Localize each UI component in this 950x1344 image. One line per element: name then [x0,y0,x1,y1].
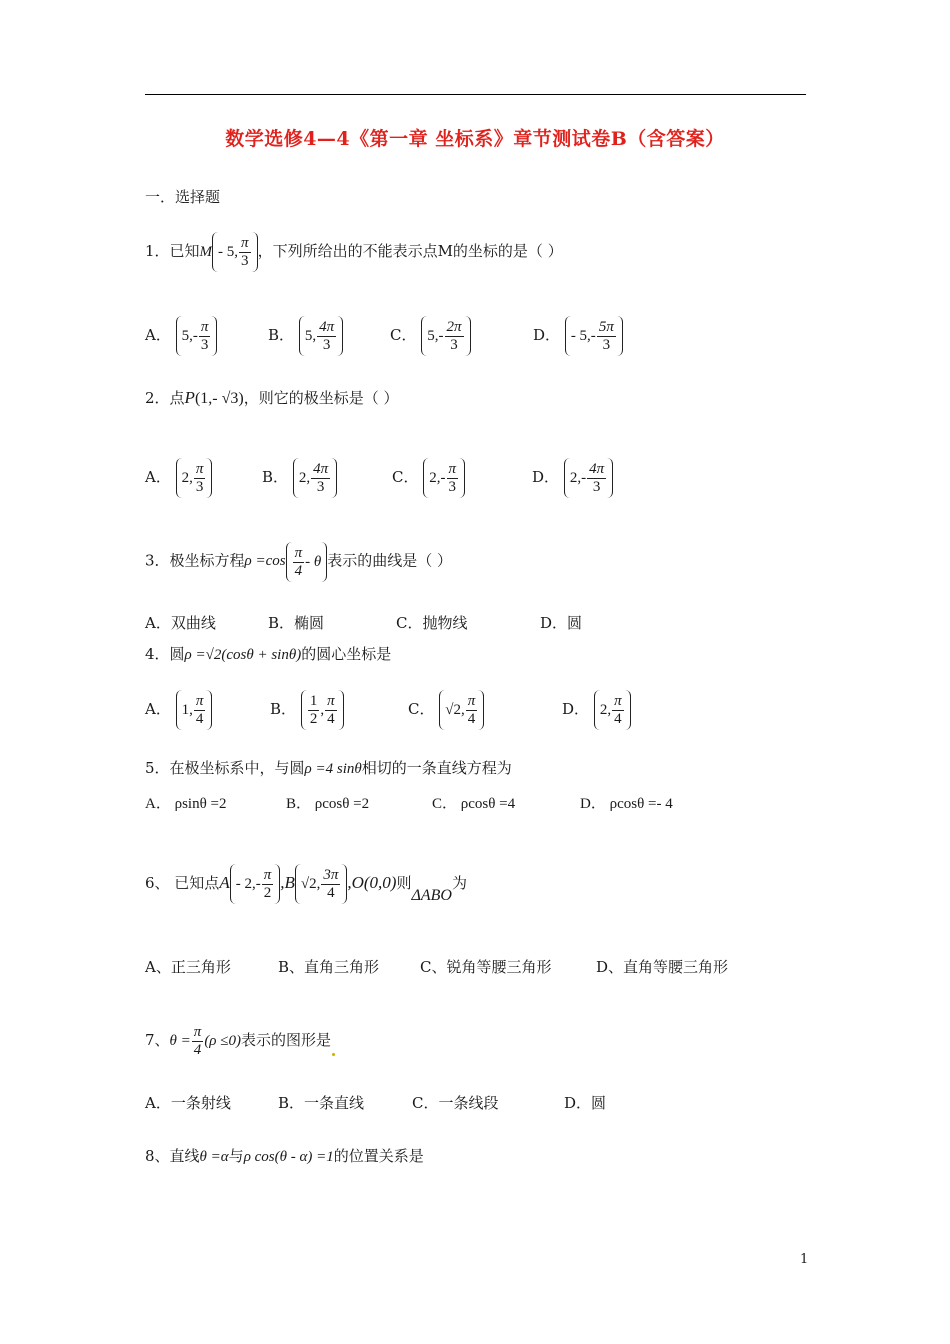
header-rule [145,94,806,95]
q1-option-c: C． 5,- $\frac{2\pi}{3}$ [390,316,471,356]
question-3: 3．极坐标方程ρ =cos $\frac{\pi}{4}$ - θ 表示的曲线是（ ） [145,542,452,582]
q3-option-d: D．圆 [540,614,583,632]
point-m-coord: - 5, $\frac{\pi}{3}$ [212,232,258,272]
q7-option-a: A．一条射线 [145,1094,231,1112]
q1-option-b: B． 5, $\frac{4\pi}{3}$ [268,316,343,356]
q5-option-d: D． ρcosθ =- 4 [580,796,673,812]
q2-option-b: B． 2, $\frac{4\pi}{3}$ [262,458,337,498]
question-4: 4．圆ρ =√2(cosθ + sinθ)的圆心坐标是 [145,645,392,663]
q2-option-d: D． 2,- $\frac{4\pi}{3}$ [532,458,613,498]
q5-option-b: B． ρcosθ =2 [286,796,370,812]
point-p: P [184,388,195,407]
q4-option-a: A． 1, $\frac{\pi}{4}$ [145,690,212,730]
question-6: 6、 已知点A - 2,- $\frac{\pi}{2}$ ,B √2, $\frac{3\pi}{4}$ ,O(0,0)则ΔABO为 [145,864,467,906]
point-p-coord: (1,- √3) [194,390,244,407]
q3-option-b: B．椭圆 [268,614,325,632]
q6-option-b: B、直角三角形 [278,958,380,976]
page-number: 1 [800,1252,809,1267]
question-2: 2．点P(1,- √3)，则它的极坐标是（ ） [145,388,399,407]
question-1-text: ，下列所给出的不能表示点M的坐标的是（ ） [257,242,563,260]
question-5: 5．在极坐标系中，与圆ρ =4 sinθ相切的一条直线方程为 [145,759,512,777]
point-m: M [199,244,213,260]
polar-equation: ρ =cos $\frac{\pi}{4}$ - θ [245,553,328,569]
q7-option-b: B．一条直线 [278,1094,365,1112]
q7-option-d: D．圆 [564,1094,607,1112]
q5-option-c: C． ρcosθ =4 [432,796,516,812]
q3-option-c: C．抛物线 [396,614,468,632]
question-1 [145,232,563,272]
question-7: 7、θ = $\frac{\pi}{4}$ (ρ ≤0)表示的图形是 [145,1024,336,1059]
page-title: 数学选修4—4《第一章 坐标系》章节测试卷B（含答案） [225,128,725,150]
question-1-stem: 1．已知 [145,242,200,260]
q7-option-c: C．一条线段 [412,1094,499,1112]
q6-option-a: A、正三角形 [145,958,231,976]
q2-option-a: A． 2, $\frac{\pi}{3}$ [145,458,212,498]
circle-equation: ρ =√2(cosθ + sinθ) [184,647,302,663]
circle-equation: ρ =4 sinθ [304,761,362,777]
q3-option-a: A．双曲线 [145,614,216,632]
q4-option-b: B． $\frac{1}{2}$ , $\frac{\pi}{4}$ [270,690,344,730]
q1-option-a: A． 5,- $\frac{\pi}{3}$ [145,316,217,356]
q6-option-d: D、直角等腰三角形 [596,958,729,976]
q2-option-c: C． 2,- $\frac{\pi}{3}$ [392,458,465,498]
section-heading: 一．选择题 [145,188,221,206]
q4-option-c: C． √2, $\frac{\pi}{4}$ [408,690,484,730]
question-8: 8、直线θ =α与ρ cos(θ - α) =1的位置关系是 [145,1147,424,1165]
q1-option-d: D． - 5,- $\frac{5\pi}{3}$ [533,316,623,356]
triangle-abo: ΔABO [411,887,452,904]
q6-option-c: C、锐角等腰三角形 [420,958,552,976]
q4-option-d: D． 2, $\frac{\pi}{4}$ [562,690,631,730]
q5-option-a: A． ρsinθ =2 [145,796,227,812]
